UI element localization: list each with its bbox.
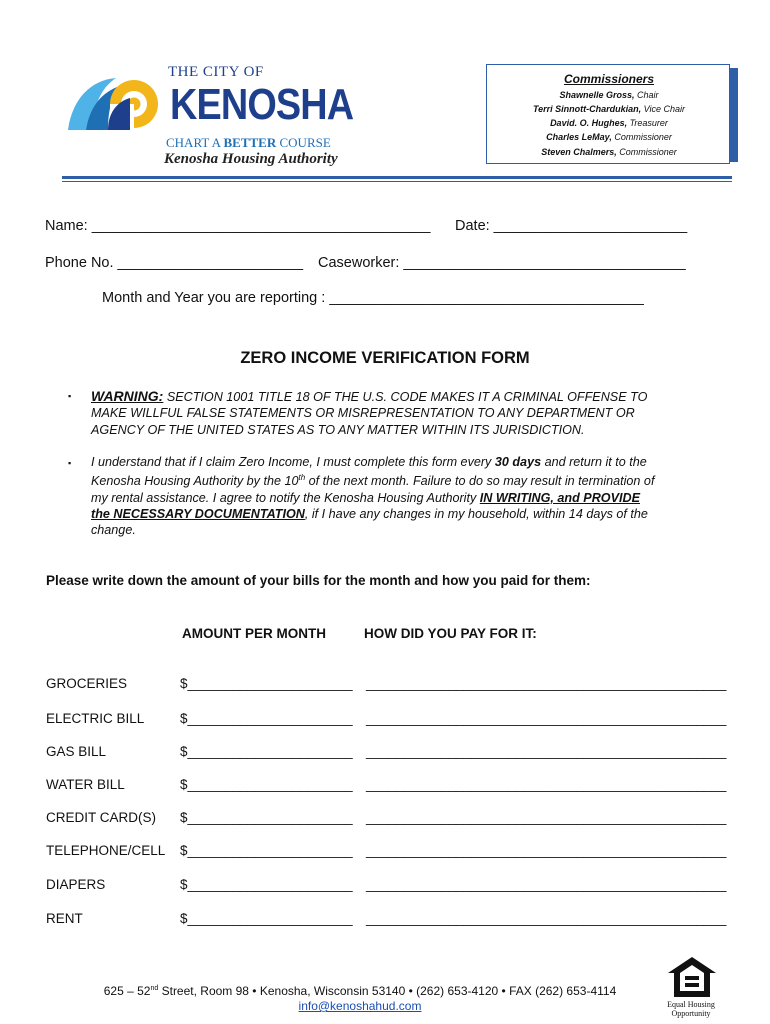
amount-input[interactable]: $______________________	[180, 911, 353, 926]
payment-column-header: HOW DID YOU PAY FOR IT:	[364, 626, 537, 641]
bill-label-water: WATER BILL	[46, 777, 125, 792]
warning-paragraph: WARNING: SECTION 1001 TITLE 18 OF THE U.S. CODE MAKES IT A CRIMINAL OFFENSE TO MAKE WILLFUL FALSE STATEMENTS OR MISREPRESENTATION TO ANY DEPARTMENT OR AGENCY OF THE UNITED STATES AS TO ANY MATTER WITHIN ITS JURISDICTION.	[91, 388, 648, 437]
date-field[interactable]: Date: ________________________	[455, 218, 688, 234]
bill-label-rent: RENT	[46, 911, 83, 926]
commissioners-title: Commissioners	[563, 72, 655, 86]
payment-method-input[interactable]: ________________________________________________	[366, 711, 727, 726]
amount-input[interactable]: $______________________	[180, 711, 353, 726]
payment-method-input[interactable]: ________________________________________________	[366, 911, 727, 926]
equal-housing-icon	[666, 955, 718, 999]
commissioner-entry: Shawnelle Gross, Chair	[559, 90, 659, 100]
payment-method-input[interactable]: ________________________________________________	[366, 843, 727, 858]
bills-instruction: Please write down the amount of your bills for the month and how you paid for them:	[46, 573, 591, 588]
kenosha-logo-mark	[64, 74, 164, 132]
equal-housing-label: Equal Housing Opportunity	[667, 1000, 715, 1018]
form-title: ZERO INCOME VERIFICATION FORM	[240, 349, 530, 367]
reporting-month-field[interactable]: Month and Year you are reporting : _______________________________________	[102, 290, 644, 306]
footer-address: 625 – 52nd Street, Room 98 • Kenosha, Wisconsin 53140 • (262) 653-4120 • FAX (262) 653-4114	[103, 984, 617, 998]
understand-paragraph: I understand that if I claim Zero Income, I must complete this form every 30 days and return it to the Kenosha Housing Authority by the 10th of the next month. Failure to do so may result in termination of my rental assistance. I agree to notify the Kenosha Housing Authority IN WRITING, and PROVIDE the NECESSARY DOCUMENTATION, if I have any changes in my household, within 14 days of the change.	[91, 455, 655, 538]
header-divider	[62, 176, 732, 179]
logo-city-of: THE CITY OF	[168, 64, 264, 80]
bill-label-telephone: TELEPHONE/CELL	[46, 843, 166, 858]
name-field[interactable]: Name: __________________________________________	[45, 218, 431, 234]
bullet-icon: ▪	[68, 458, 72, 468]
bill-label-electric: ELECTRIC BILL	[46, 711, 145, 726]
commissioner-entry: Terri Sinnott-Chardukian, Vice Chair	[532, 104, 686, 114]
footer-email-row	[0, 999, 745, 1013]
logo-city-name: KENOSHA	[170, 80, 354, 129]
amount-input[interactable]: $______________________	[180, 744, 353, 759]
amount-input[interactable]: $______________________	[180, 777, 353, 792]
amount-input[interactable]: $______________________	[180, 676, 353, 691]
bullet-icon: ▪	[68, 391, 72, 401]
bill-label-groceries: GROCERIES	[46, 676, 128, 691]
header-divider-thin	[62, 181, 732, 182]
payment-method-input[interactable]: ________________________________________________	[366, 744, 727, 759]
amount-column-header: AMOUNT PER MONTH	[182, 626, 326, 641]
payment-method-input[interactable]: ________________________________________________	[366, 676, 727, 691]
commissioner-entry: Steven Chalmers, Commissioner	[541, 147, 677, 157]
amount-input[interactable]: $______________________	[180, 810, 353, 825]
phone-field[interactable]: Phone No. _______________________	[45, 255, 304, 271]
bill-label-credit-cards: CREDIT CARD(S)	[46, 810, 157, 825]
payment-method-input[interactable]: ________________________________________________	[366, 777, 727, 792]
caseworker-field[interactable]: Caseworker: ___________________________________	[318, 255, 686, 271]
amount-input[interactable]: $______________________	[180, 843, 353, 858]
commissioner-entry: David. O. Hughes, Treasurer	[550, 118, 668, 128]
organization-name: Kenosha Housing Authority	[164, 151, 338, 167]
bill-label-gas: GAS BILL	[46, 744, 107, 759]
payment-method-input[interactable]: ________________________________________________	[366, 810, 727, 825]
logo-tagline: CHART A BETTER COURSE	[166, 135, 331, 150]
bill-label-diapers: DIAPERS	[46, 877, 106, 892]
amount-input[interactable]: $______________________	[180, 877, 353, 892]
payment-method-input[interactable]: ________________________________________________	[366, 877, 727, 892]
email-link[interactable]: info@kenoshahud.com	[298, 999, 422, 1013]
commissioner-entry: Charles LeMay, Commissioner	[546, 132, 672, 142]
